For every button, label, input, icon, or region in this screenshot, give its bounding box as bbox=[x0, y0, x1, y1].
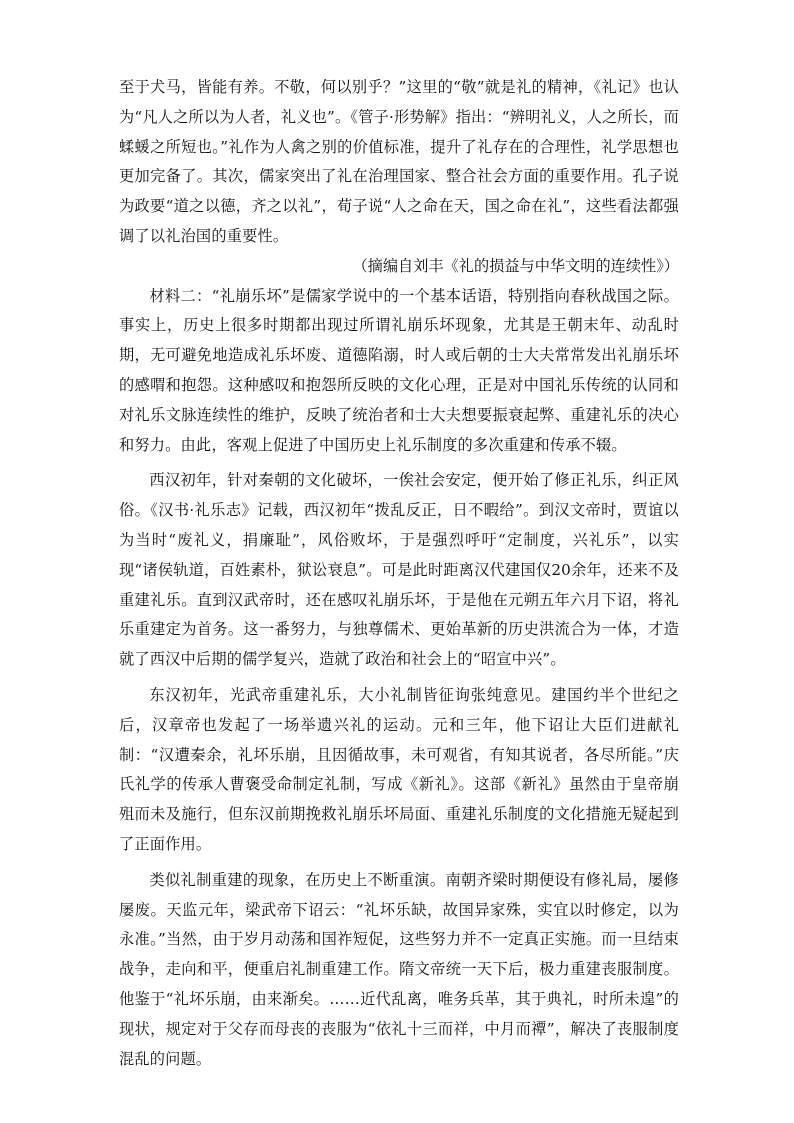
paragraph-western-han: 西汉初年，针对秦朝的文化破坏，一俟社会安定，便开始了修正礼乐，纠正风俗。《汉书·礼乐志》记载，西汉初年“拨乱反正，日不暇给”。到汉文帝时，贾谊以为当时“废礼义，捐廉耻”，风俗败坏，于是强烈呼吁“定制度，兴礼乐”，以实现“诸侯轨道，百姓素朴，狱讼衰息”。可是此时距离汉代建国仅20余年，还来不及重建礼乐。直到汉武帝时，还在感叹礼崩乐坏，于是他在元朔五年六月下诏，将礼乐重建定为首务。这一番努力，与独尊儒术、更始革新的历史洪流合为一体，才造就了西汉中后期的儒学复兴，造就了政治和社会上的“昭宣中兴”。 bbox=[119, 471, 679, 669]
document-body bbox=[119, 73, 679, 1074]
paragraph-continuation: 至于犬马，皆能有养。不敬，何以别乎？”这里的“敬”就是礼的精神，《礼记》也认为“凡人之所以为人者，礼义也”。《管子·形势解》指出：“辨明礼义，人之所长，而蝚蝯之所短也。”礼作为人禽之别的价值标准，提升了礼存在的合理性，礼学思想也更加完备了。其次，儒家突出了礼在治理国家、整合社会方面的重要作用。孔子说为政要“道之以德，齐之以礼”，荀子说“人之命在天，国之命在礼”，这些看法都强调了以礼治国的重要性。 bbox=[119, 78, 679, 245]
source-citation: （摘编自刘丰《礼的损益与中华文明的连续性》） bbox=[352, 256, 679, 275]
paragraph-eastern-han: 东汉初年，光武帝重建礼乐，大小礼制皆征询张纯意见。建国约半个世纪之后，汉章帝也发起了一场举遗兴礼的运动。元和三年，他下诏让大臣们进献礼制：“汉遭秦余，礼坏乐崩，且因循故事，未可观省，有知其说者，各尽所能。”庆氏礼学的传承人曹褒受命制定礼制，写成《新礼》。这部《新礼》虽然由于皇帝崩殂而未及施行，但东汉前期挽救礼崩乐坏局面、重建礼乐制度的文化措施无疑起到了正面作用。 bbox=[119, 685, 679, 853]
paragraph-rebuilding: 类似礼制重建的现象，在历史上不断重演。南朝齐梁时期便设有修礼局，屡修屡废。天监元年，梁武帝下诏云：“礼坏乐缺，故国异家殊，实宜以时修定，以为永准。”当然，由于岁月动荡和国祚短促，这些努力并不一定真正实施。而一旦结束战争，走向和平，便重启礼制重建工作。隋文帝统一天下后，极力重建丧服制度。他鉴于“礼坏乐崩，由来渐矣。……近代乱离，唯务兵革，其于典礼，时所未遑”的现状，规定对于父存而母丧的丧服为“依礼十三而祥，中月而禫”，解决了丧服制度混乱的问题。 bbox=[119, 870, 679, 1068]
paragraph-material-two: 材料二：“礼崩乐坏”是儒家学说中的一个基本话语，特别指向春秋战国之际。事实上，历史上很多时期都出现过所谓礼崩乐坏现象，尤其是王朝末年、动乱时期，无可避免地造成礼乐坏废、道德陷溺，时人或后朝的士大夫常常发出礼崩乐坏的感喟和抱怨。这种感叹和抱怨所反映的文化心理，正是对中国礼乐传统的认同和对礼乐文脉连续性的维护，反映了统治者和士大夫想要振衰起弊、重建礼乐的决心和努力。由此，客观上促进了中国历史上礼乐制度的多次重建和传承不辍。 bbox=[119, 286, 679, 454]
